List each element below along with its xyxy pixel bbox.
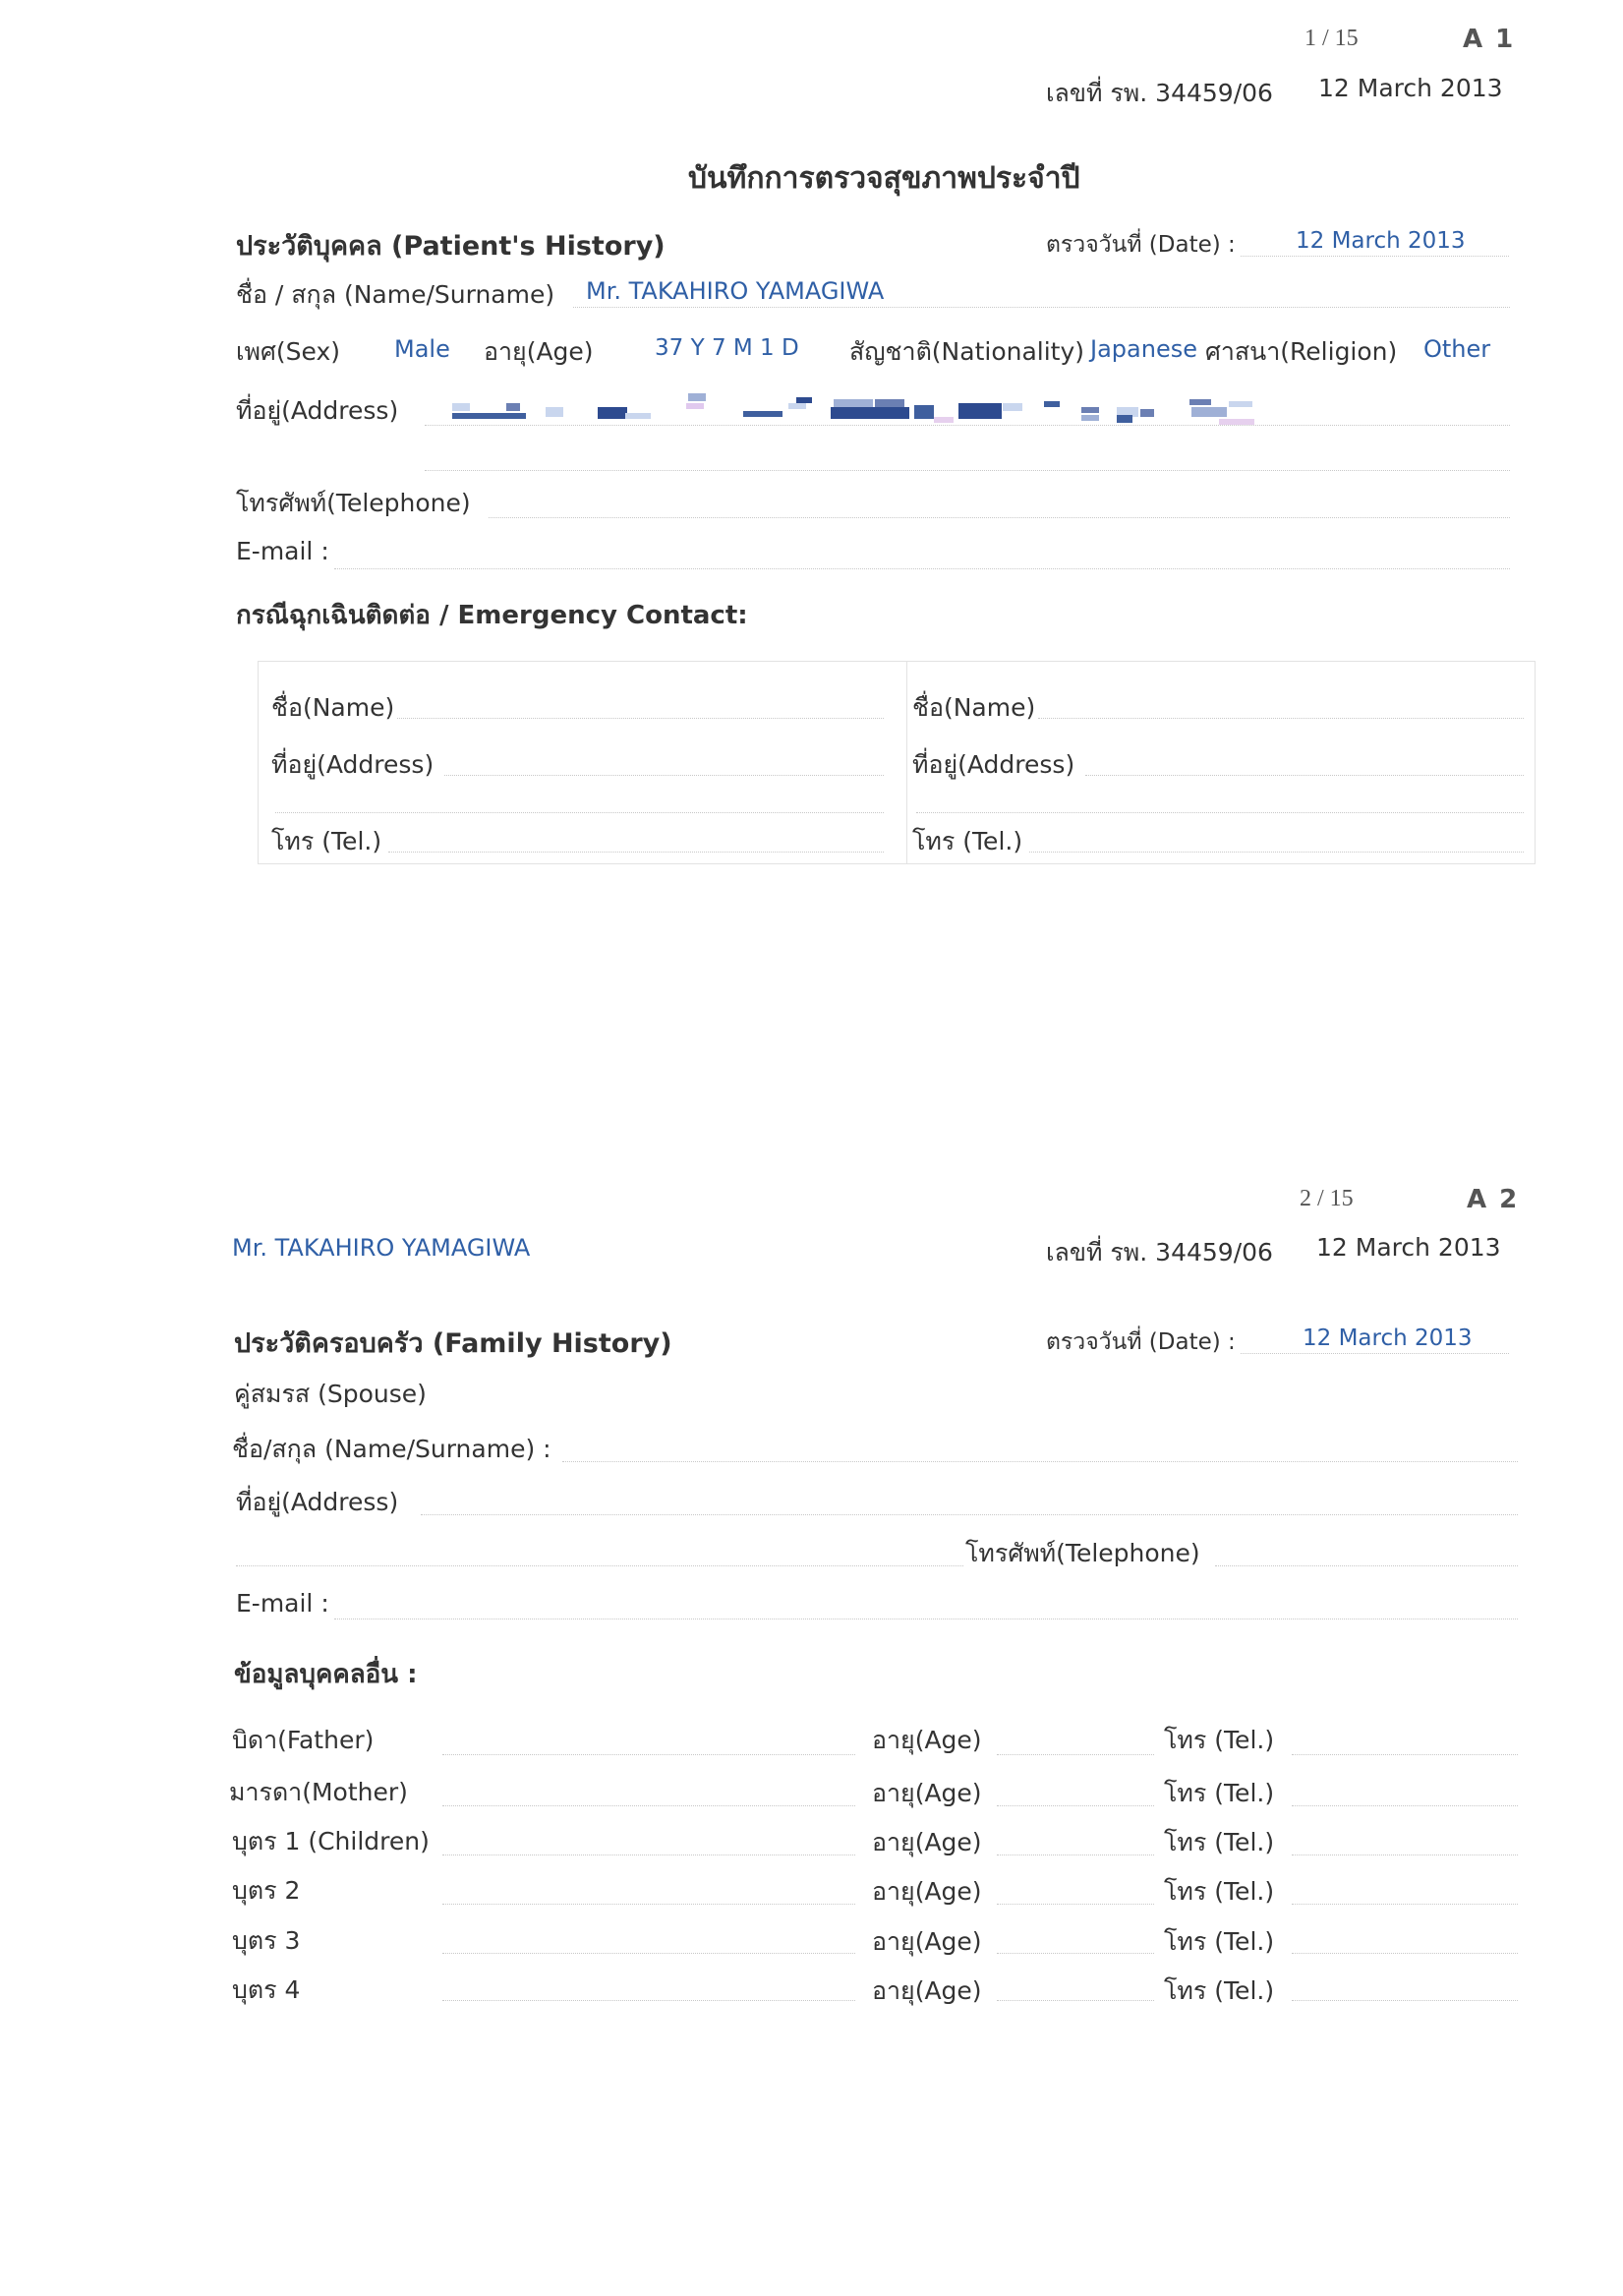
- emergency-1-name-line: [397, 718, 884, 719]
- member-child-2-label: บุตร 2: [232, 1876, 301, 1905]
- emergency-1-tel-label: โทร (Tel.): [271, 827, 382, 855]
- member-tel-line: [1292, 2000, 1518, 2001]
- form-code-2: A 2: [1467, 1185, 1520, 1214]
- member-age-line: [997, 1805, 1154, 1806]
- sex-value: Male: [394, 335, 450, 363]
- member-tel-line: [1292, 1805, 1518, 1806]
- exam-date-value-2: 12 March 2013: [1303, 1325, 1473, 1351]
- redacted-address: [452, 393, 1268, 427]
- page-title: บันทึกการตรวจสุขภาพประจำปี: [688, 161, 1080, 196]
- member-line: [442, 1805, 855, 1806]
- emergency-2-address-line-1: [1085, 775, 1524, 776]
- member-line: [442, 1904, 855, 1905]
- page-number: 1 / 15: [1304, 26, 1359, 51]
- member-age-line: [997, 1754, 1154, 1755]
- member-tel-line: [1292, 1904, 1518, 1905]
- emergency-title: กรณีฉุกเฉินติดต่อ / Emergency Contact:: [236, 601, 748, 630]
- member-age-line: [997, 1953, 1154, 1954]
- member-tel-label: โทร (Tel.): [1164, 1779, 1275, 1807]
- age-label: อายุ(Age): [484, 337, 594, 366]
- member-tel-label: โทร (Tel.): [1164, 1976, 1275, 2005]
- address-line-2: [425, 470, 1510, 471]
- member-tel-line: [1292, 1854, 1518, 1855]
- emergency-1-name-label: ชื่อ(Name): [271, 693, 395, 722]
- emergency-1-address-line-1: [444, 775, 884, 776]
- email-label: E-mail :: [236, 537, 329, 565]
- spouse-telephone-label: โทรศัพท์(Telephone): [965, 1539, 1200, 1567]
- hospital-number-2: เลขที่ รพ. 34459/06: [1046, 1238, 1273, 1266]
- spouse-name-label: ชื่อ/สกุล (Name/Surname) :: [232, 1435, 551, 1463]
- spouse-email-label: E-mail :: [236, 1589, 329, 1618]
- spouse-address-line-1: [421, 1514, 1518, 1515]
- header-date: 12 March 2013: [1318, 74, 1503, 102]
- telephone-line: [489, 517, 1510, 518]
- emergency-1-address-label: ที่อยู่(Address): [271, 750, 435, 779]
- nationality-value: Japanese: [1090, 335, 1197, 363]
- emergency-2-tel-line: [1029, 852, 1524, 853]
- emergency-box: [258, 661, 1536, 864]
- patient-name-header: Mr. TAKAHIRO YAMAGIWA: [232, 1234, 531, 1262]
- member-tel-line: [1292, 1754, 1518, 1755]
- emergency-1-tel-line: [388, 852, 884, 853]
- member-tel-label: โทร (Tel.): [1164, 1927, 1275, 1956]
- member-tel-label: โทร (Tel.): [1164, 1828, 1275, 1856]
- member-tel-line: [1292, 1953, 1518, 1954]
- religion-value: Other: [1423, 335, 1491, 363]
- telephone-label: โทรศัพท์(Telephone): [236, 489, 471, 517]
- emergency-2-address-label: ที่อยู่(Address): [912, 750, 1075, 779]
- exam-date-value: 12 March 2013: [1296, 228, 1466, 254]
- emergency-divider: [906, 661, 907, 863]
- page-number-2: 2 / 15: [1300, 1186, 1354, 1211]
- member-line: [442, 1953, 855, 1954]
- name-label: ชื่อ / สกุล (Name/Surname): [236, 280, 555, 309]
- email-line: [334, 568, 1510, 569]
- exam-date-label: ตรวจวันที่ (Date) :: [1046, 232, 1236, 258]
- address-label: ที่อยู่(Address): [236, 396, 399, 425]
- header-date-2: 12 March 2013: [1316, 1233, 1501, 1262]
- member-age-label: อายุ(Age): [872, 1927, 982, 1956]
- family-section-title: ประวัติครอบครัว (Family History): [234, 1328, 672, 1359]
- spouse-telephone-line: [1215, 1565, 1518, 1566]
- spouse-address-label: ที่อยู่(Address): [236, 1488, 399, 1516]
- emergency-2-address-line-2: [916, 812, 1524, 813]
- member-father-label: บิดา(Father): [232, 1726, 375, 1754]
- others-title: ข้อมูลบุคคลอื่น :: [234, 1660, 418, 1689]
- sex-label: เพศ(Sex): [236, 337, 341, 366]
- exam-date-line: [1241, 256, 1509, 257]
- form-code: A 1: [1463, 25, 1516, 54]
- member-line: [442, 1754, 855, 1755]
- member-tel-label: โทร (Tel.): [1164, 1726, 1275, 1754]
- spouse-address-line-2: [236, 1565, 963, 1566]
- emergency-2-name-label: ชื่อ(Name): [912, 693, 1036, 722]
- exam-date-line-2: [1241, 1353, 1509, 1354]
- emergency-1-address-line-2: [275, 812, 884, 813]
- member-age-label: อายุ(Age): [872, 1877, 982, 1906]
- age-value: 37 Y 7 M 1 D: [655, 335, 799, 361]
- nationality-label: สัญชาติ(Nationality): [849, 337, 1085, 366]
- spouse-name-line: [562, 1461, 1518, 1462]
- member-age-line: [997, 1854, 1154, 1855]
- member-age-label: อายุ(Age): [872, 1828, 982, 1856]
- member-age-label: อายุ(Age): [872, 1976, 982, 2005]
- hospital-number: เลขที่ รพ. 34459/06: [1046, 79, 1273, 107]
- religion-label: ศาสนา(Religion): [1205, 337, 1398, 366]
- member-age-label: อายุ(Age): [872, 1779, 982, 1807]
- section-title: ประวัติบุคคล (Patient's History): [236, 231, 666, 262]
- member-mother-label: มารดา(Mother): [229, 1778, 408, 1806]
- member-age-label: อายุ(Age): [872, 1726, 982, 1754]
- member-child-3-label: บุตร 3: [232, 1926, 301, 1955]
- emergency-2-tel-label: โทร (Tel.): [912, 827, 1023, 855]
- name-line: [573, 307, 1510, 308]
- exam-date-label-2: ตรวจวันที่ (Date) :: [1046, 1329, 1236, 1355]
- member-child-4-label: บุตร 4: [232, 1975, 301, 2004]
- member-line: [442, 1854, 855, 1855]
- member-tel-label: โทร (Tel.): [1164, 1877, 1275, 1906]
- spouse-label: คู่สมรส (Spouse): [234, 1380, 427, 1408]
- member-child-1-label: บุตร 1 (Children): [232, 1827, 430, 1855]
- member-line: [442, 2000, 855, 2001]
- member-age-line: [997, 2000, 1154, 2001]
- name-value: Mr. TAKAHIRO YAMAGIWA: [586, 277, 885, 305]
- emergency-2-name-line: [1038, 718, 1524, 719]
- member-age-line: [997, 1904, 1154, 1905]
